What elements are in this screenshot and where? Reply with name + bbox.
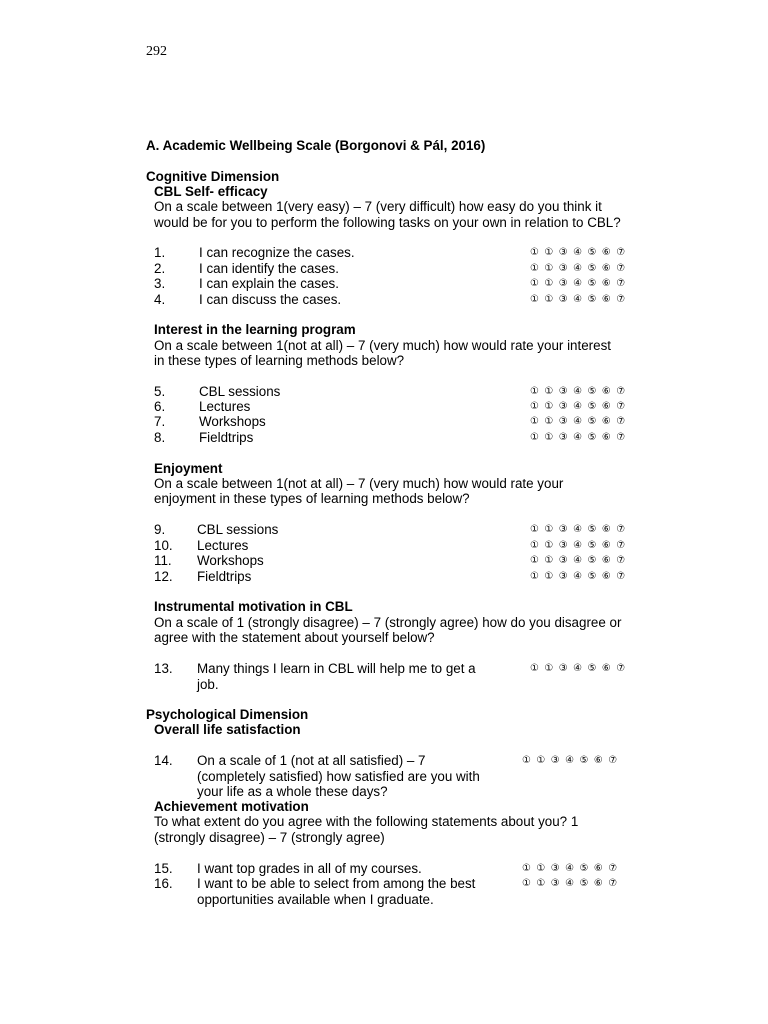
question-number: 3.	[154, 276, 166, 291]
question-number: 5.	[154, 384, 166, 399]
life-satisfaction-heading: Overall life satisfaction	[154, 722, 301, 737]
rating-scale[interactable]: ①①③④⑤⑥⑦	[530, 386, 631, 397]
rating-scale[interactable]: ①①③④⑤⑥⑦	[530, 432, 631, 443]
rating-scale[interactable]: ①①③④⑤⑥⑦	[530, 263, 631, 274]
question-number: 10.	[154, 538, 173, 553]
question-text: I can discuss the cases.	[199, 292, 342, 307]
self-efficacy-prompt-line1: On a scale between 1(very easy) – 7 (very difficult) how easy do you think it	[154, 199, 602, 214]
rating-scale[interactable]: ①①③④⑤⑥⑦	[530, 416, 631, 427]
interest-prompt-line2: in these types of learning methods below?	[154, 353, 405, 368]
psychological-dimension-heading: Psychological Dimension	[146, 707, 309, 722]
question-text: Fieldtrips	[197, 569, 252, 584]
question-text-line2: job.	[197, 677, 219, 692]
question-number: 6.	[154, 399, 166, 414]
self-efficacy-prompt-line2: would be for you to perform the following tasks on your own in relation to CBL?	[154, 215, 621, 230]
question-text-line1: I want to be able to select from among the best	[197, 876, 476, 891]
interest-prompt-line1: On a scale between 1(not at all) – 7 (very much) how would rate your interest	[154, 338, 611, 353]
question-text: Lectures	[197, 538, 249, 553]
self-efficacy-heading: CBL Self- efficacy	[154, 184, 268, 199]
question-text: CBL sessions	[197, 522, 279, 537]
question-text: Fieldtrips	[199, 430, 254, 445]
question-text-line1: On a scale of 1 (not at all satisfied) – 7	[197, 753, 426, 768]
question-text: Workshops	[197, 553, 264, 568]
rating-scale[interactable]: ①①③④⑤⑥⑦	[522, 863, 623, 874]
rating-scale[interactable]: ①①③④⑤⑥⑦	[522, 755, 623, 766]
rating-scale[interactable]: ①①③④⑤⑥⑦	[530, 663, 631, 674]
question-number: 13.	[154, 661, 173, 676]
question-number: 1.	[154, 245, 166, 260]
rating-scale[interactable]: ①①③④⑤⑥⑦	[522, 878, 623, 889]
question-text-line3: your life as a whole these days?	[197, 784, 388, 799]
question-text: I can recognize the cases.	[199, 245, 355, 260]
enjoyment-heading: Enjoyment	[154, 461, 223, 476]
question-number: 11.	[154, 553, 172, 568]
question-number: 4.	[154, 292, 166, 307]
instrumental-heading: Instrumental motivation in CBL	[154, 599, 353, 614]
rating-scale[interactable]: ①①③④⑤⑥⑦	[530, 401, 631, 412]
rating-scale[interactable]: ①①③④⑤⑥⑦	[530, 540, 631, 551]
rating-scale[interactable]: ①①③④⑤⑥⑦	[530, 294, 631, 305]
question-number: 7.	[154, 414, 166, 429]
rating-scale[interactable]: ①①③④⑤⑥⑦	[530, 571, 631, 582]
question-number: 15.	[154, 861, 173, 876]
question-text-line1: Many things I learn in CBL will help me to get a	[197, 661, 476, 676]
question-number: 8.	[154, 430, 166, 445]
instrumental-prompt-line1: On a scale of 1 (strongly disagree) – 7 (strongly agree) how do you disagree or	[154, 615, 622, 630]
interest-heading: Interest in the learning program	[154, 322, 356, 337]
question-text: Lectures	[199, 399, 251, 414]
question-text: I can explain the cases.	[199, 276, 339, 291]
rating-scale[interactable]: ①①③④⑤⑥⑦	[530, 278, 631, 289]
question-number: 16.	[154, 876, 173, 891]
cognitive-dimension-heading: Cognitive Dimension	[146, 169, 280, 184]
achievement-prompt-line1: To what extent do you agree with the following statements about you? 1	[154, 814, 579, 829]
instrumental-prompt-line2: agree with the statement about yourself below?	[154, 630, 435, 645]
enjoyment-prompt-line1: On a scale between 1(not at all) – 7 (very much) how would rate your	[154, 476, 564, 491]
question-number: 2.	[154, 261, 166, 276]
question-text-line2: (completely satisfied) how satisfied are you with	[197, 769, 480, 784]
rating-scale[interactable]: ①①③④⑤⑥⑦	[530, 247, 631, 258]
page-number: 292	[146, 44, 167, 59]
rating-scale[interactable]: ①①③④⑤⑥⑦	[530, 524, 631, 535]
question-text: CBL sessions	[199, 384, 281, 399]
question-text-line1: I want top grades in all of my courses.	[197, 861, 422, 876]
question-number: 9.	[154, 522, 166, 537]
question-text: I can identify the cases.	[199, 261, 339, 276]
question-text: Workshops	[199, 414, 266, 429]
enjoyment-prompt-line2: enjoyment in these types of learning methods below?	[154, 491, 470, 506]
question-number: 14.	[154, 753, 173, 768]
question-text-line2: opportunities available when I graduate.	[197, 892, 434, 907]
achievement-heading: Achievement motivation	[154, 799, 309, 814]
question-number: 12.	[154, 569, 173, 584]
rating-scale[interactable]: ①①③④⑤⑥⑦	[530, 555, 631, 566]
achievement-prompt-line2: (strongly disagree) – 7 (strongly agree)	[154, 830, 385, 845]
scale-title: A. Academic Wellbeing Scale (Borgonovi & Pál, 2016)	[146, 138, 486, 153]
